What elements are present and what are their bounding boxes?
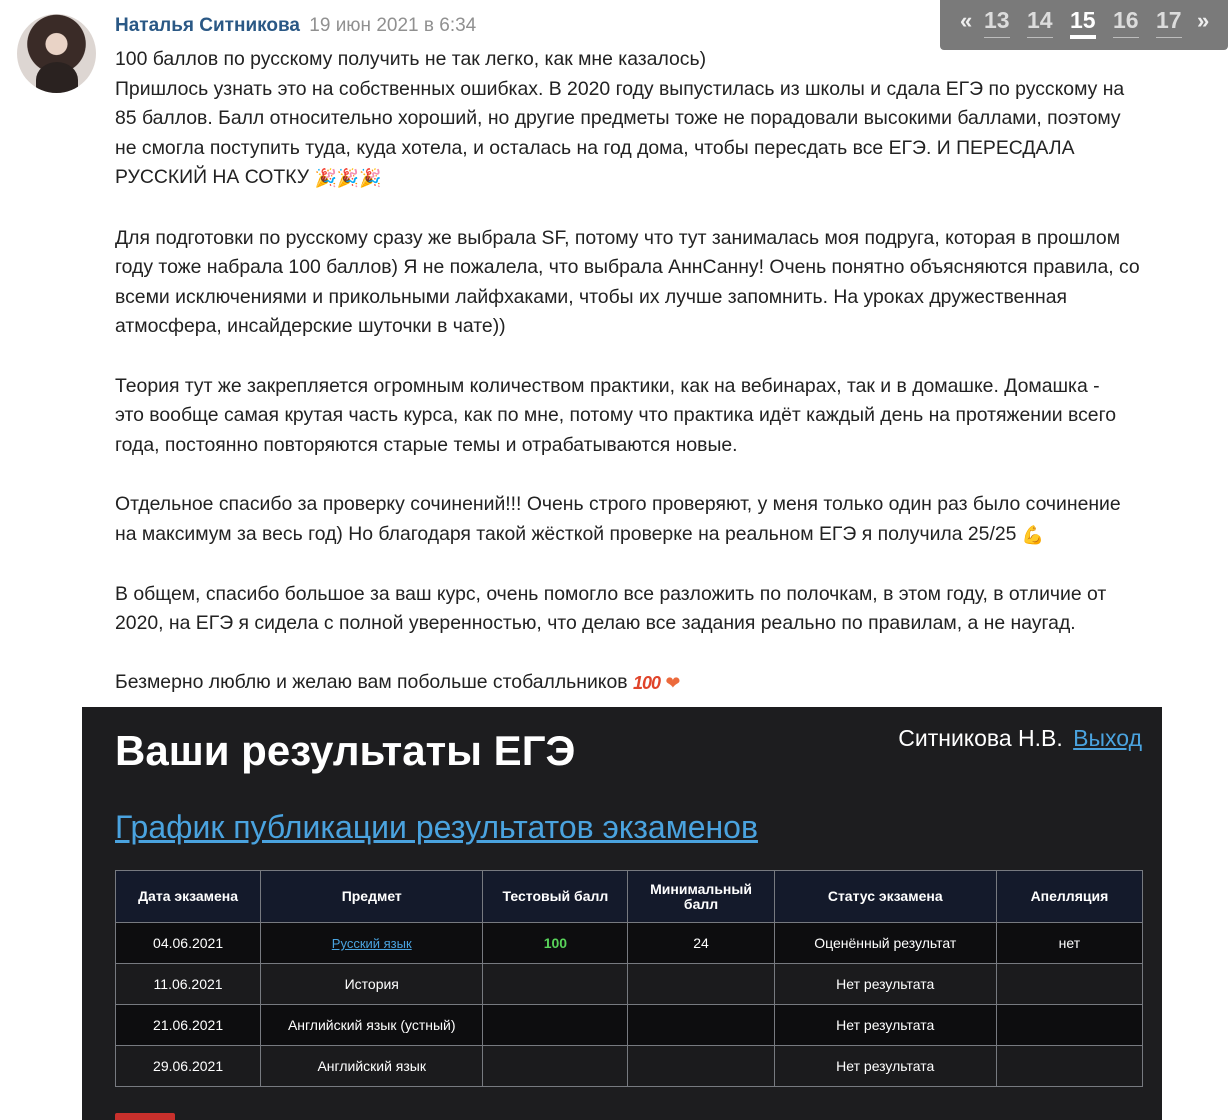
min-score xyxy=(628,1005,774,1046)
exam-date: 29.06.2021 xyxy=(116,1046,261,1087)
exam-date: 04.06.2021 xyxy=(116,923,261,964)
exam-subject xyxy=(261,923,483,964)
exam-subject: История xyxy=(261,964,483,1005)
paragraph-gap xyxy=(115,639,1195,669)
paragraph-gap xyxy=(115,194,1195,224)
heart-emoji-icon: ❤ xyxy=(665,673,681,694)
results-title: Ваши результаты ЕГЭ xyxy=(115,727,576,774)
post-line: года, постоянно повторяются старые темы и отрабатываются новые. xyxy=(115,433,738,456)
exam-date: 11.06.2021 xyxy=(116,964,261,1005)
post-text xyxy=(115,45,1195,699)
cropped-red-heading-fragment xyxy=(115,1113,175,1120)
column-header: Дата экзамена xyxy=(116,871,261,923)
subject-link: Русский язык xyxy=(331,936,412,951)
table-row xyxy=(116,964,1143,1005)
appeal xyxy=(996,1046,1142,1087)
exam-subject: Английский язык xyxy=(261,1046,483,1087)
paragraph-gap xyxy=(115,550,1195,580)
column-header-label: Минимальный балл xyxy=(650,880,752,912)
exit-link: Выход xyxy=(1073,725,1142,751)
post-line: это вообще самая крутая часть курса, как по мне, потому что практика идёт каждый день на протяжении всего xyxy=(115,404,1117,427)
appeal xyxy=(996,1005,1142,1046)
test-score: 100 xyxy=(483,923,628,964)
party-popper-emoji-icon: 🎉🎉🎉 xyxy=(314,168,382,189)
pagination-prev-arrow-icon[interactable]: « xyxy=(960,8,973,33)
post-line: 2020, на ЕГЭ я сидела с полной уверенностью, что делаю все задания реально по правилам, а не наугад. xyxy=(115,612,1076,635)
pagination-page[interactable]: 17 xyxy=(1156,7,1182,38)
post-line: Теория тут же закрепляется огромным количеством практики, как на вебинарах, так и в домашке. Домашка - xyxy=(115,374,1100,397)
results-user-name: Ситникова Н.В. xyxy=(898,725,1063,751)
hundred-points-emoji-icon: 100 xyxy=(632,673,661,694)
results-user xyxy=(898,725,1142,752)
table-header-row xyxy=(116,871,1143,923)
post-line: Пришлось узнать это на собственных ошибках. В 2020 году выпустилась из школы и сдала ЕГЭ по русскому на xyxy=(115,77,1125,100)
test-score xyxy=(483,1046,628,1087)
paragraph-gap xyxy=(115,460,1195,490)
pagination-page[interactable]: 14 xyxy=(1027,7,1053,38)
post-line: году тоже набрала 100 баллов) Я не пожалела, что выбрала АннСанну! Очень понятно объясняются правила, со xyxy=(115,256,1140,279)
post-date[interactable]: 19 июн 2021 в 6:34 xyxy=(309,15,477,36)
table-row xyxy=(116,1046,1143,1087)
column-header xyxy=(628,871,774,923)
min-score xyxy=(628,964,774,1005)
author-name[interactable]: Наталья Ситникова xyxy=(115,15,300,36)
post-line: 85 баллов. Балл относительно хороший, но другие предметы тоже не порадовали высокими баллами, поэтому xyxy=(115,107,1121,130)
attached-results-screenshot[interactable] xyxy=(82,707,1162,1120)
post-header xyxy=(115,15,476,37)
post-line: Для подготовки по русскому сразу же выбрала SF, потому что тут занималась моя подруга, которая в прошлом xyxy=(115,226,1121,249)
test-score xyxy=(483,964,628,1005)
post-line: Безмерно люблю и желаю вам побольше стобалльников xyxy=(115,671,628,694)
exam-subject: Английский язык (устный) xyxy=(261,1005,483,1046)
column-header: Тестовый балл xyxy=(483,871,628,923)
table-row xyxy=(116,1005,1143,1046)
post-line-with-emoji xyxy=(115,520,1195,551)
exam-date: 21.06.2021 xyxy=(116,1005,261,1046)
pagination-next-arrow-icon[interactable]: » xyxy=(1197,8,1210,33)
post-line: не смогла поступить туда, куда хотела, и осталась на год дома, чтобы пересдать все ЕГЭ. И ПЕРЕСДАЛА xyxy=(115,136,1075,159)
pagination-page-current[interactable]: 15 xyxy=(1070,7,1096,39)
exam-status: Оценённый результат xyxy=(774,923,996,964)
schedule-link: График публикации результатов экзаменов xyxy=(115,809,758,845)
results-table xyxy=(115,870,1143,1087)
table-row xyxy=(116,923,1143,964)
exam-status: Нет результата xyxy=(774,1046,996,1087)
column-header: Апелляция xyxy=(996,871,1142,923)
min-score: 24 xyxy=(628,923,774,964)
post-line: атмосфера, инсайдерские шуточки в чате)) xyxy=(115,315,506,338)
page-pagination xyxy=(940,0,1228,50)
post-line-with-emoji xyxy=(115,668,1195,699)
exam-status: Нет результата xyxy=(774,1005,996,1046)
test-score xyxy=(483,1005,628,1046)
pagination-page[interactable]: 16 xyxy=(1113,7,1139,38)
post-line: 100 баллов по русскому получить не так легко, как мне казалось) xyxy=(115,48,707,70)
appeal xyxy=(996,964,1142,1005)
column-header: Статус экзамена xyxy=(774,871,996,923)
post-line: всеми исключениями и прикольными лайфхаками, чтобы их лучше запомнить. На уроках дружественная xyxy=(115,285,1068,308)
author-avatar[interactable] xyxy=(17,14,96,93)
flexed-biceps-emoji-icon: 💪 xyxy=(1021,524,1045,545)
paragraph-gap xyxy=(115,342,1195,372)
post-line: Отдельное спасибо за проверку сочинений!!! Очень строго проверяют, у меня только один раз было сочинение xyxy=(115,492,1121,515)
exam-status: Нет результата xyxy=(774,964,996,1005)
appeal: нет xyxy=(996,923,1142,964)
post-line-with-emoji xyxy=(115,163,1195,194)
post-line: на максимум за весь год) Но благодаря такой жёсткой проверке на реальном ЕГЭ я получила 25/25 xyxy=(115,522,1017,545)
min-score xyxy=(628,1046,774,1087)
post-line: В общем, спасибо большое за ваш курс, очень помогло все разложить по полочкам, в этом году, в отличие от xyxy=(115,582,1107,605)
pagination-page[interactable]: 13 xyxy=(984,7,1010,38)
post-line: РУССКИЙ НА СОТКУ xyxy=(115,166,310,189)
column-header: Предмет xyxy=(261,871,483,923)
